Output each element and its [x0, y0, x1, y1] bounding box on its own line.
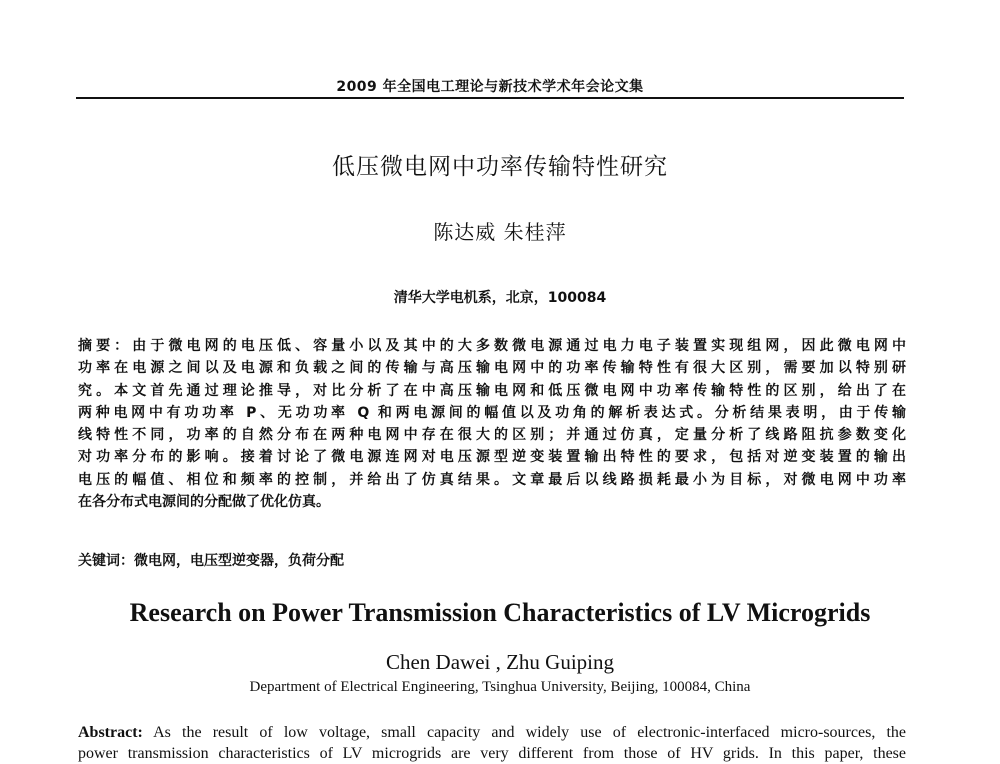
english-abstract-label: Abstract:	[78, 724, 143, 741]
chinese-authors: 陈达威 朱桂萍	[433, 220, 567, 244]
chinese-abstract-line: 摘要：由于微电网的电压低、容量小以及其中的大多数微电源通过电力电子装置实现组网，因此微电网中	[78, 338, 906, 354]
chinese-affiliation: 清华大学电机系，北京，100084	[393, 290, 607, 306]
english-affiliation: Department of Electrical Engineering, Tsinghua University, Beijing, 100084, China	[249, 679, 751, 695]
chinese-abstract-line: 究。本文首先通过理论推导，对比分析了在中高压输电网和低压微电网中功率传输特性的区别，给出了在	[78, 382, 906, 399]
english-abstract-line: power transmission characteristics of LV microgrids are very different from those of HV grids. In this paper, these	[78, 745, 906, 762]
header-rule	[76, 97, 904, 99]
english-abstract-text: As the result of low voltage, small capacity and widely use of electronic-interfaced micro-sources, the	[142, 724, 906, 741]
chinese-keywords: 关键词：微电网，电压型逆变器，负荷分配	[78, 553, 344, 569]
running-header: 2009 年全国电工理论与新技术学术年会论文集	[336, 79, 644, 95]
chinese-abstract-line: 两种电网中有功功率 P、无功功率 Q 和两电源间的幅值以及功角的解析表达式。分析结果表明，由于传输	[78, 404, 906, 421]
english-abstract-line	[78, 722, 906, 743]
english-authors: Chen Dawei , Zhu Guiping	[385, 650, 615, 674]
chinese-abstract-line: 电压的幅值、相位和频率的控制，并给出了仿真结果。文章最后以线路损耗最小为目标，对微电网中功率	[78, 471, 906, 488]
chinese-abstract-line: 线特性不同，功率的自然分布在两种电网中存在很大的区别；并通过仿真，定量分析了线路阻抗参数变化	[78, 427, 906, 444]
english-abstract	[78, 722, 906, 764]
chinese-title: 低压微电网中功率传输特性研究	[332, 154, 668, 180]
chinese-abstract-line: 在各分布式电源间的分配做了优化仿真。	[78, 494, 330, 511]
chinese-abstract	[78, 335, 906, 513]
english-title: Research on Power Transmission Characteristics of LV Microgrids	[129, 598, 871, 627]
chinese-abstract-line: 对功率分布的影响。接着讨论了微电源连网对电压源型逆变装置输出特性的要求，包括对逆变装置的输出	[78, 449, 906, 466]
chinese-abstract-line: 功率在电源之间以及电源和负载之间的传输与高压输电网中的功率传输特性有很大区别，需要加以特别研	[78, 360, 906, 377]
